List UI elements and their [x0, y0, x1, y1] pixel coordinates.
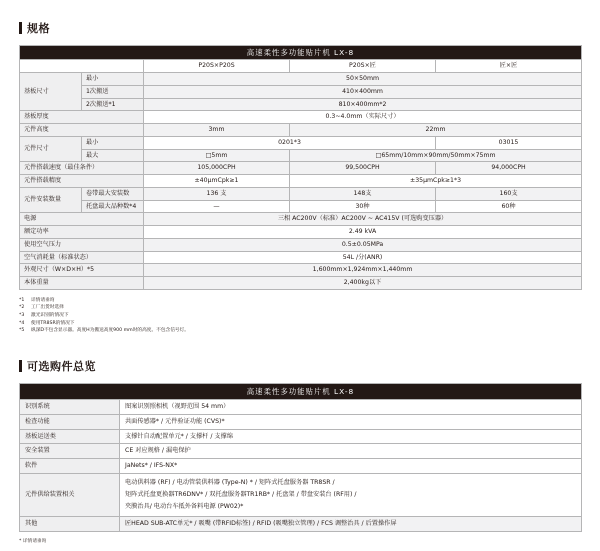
option-label-recognition: 识别系统: [20, 400, 120, 415]
table-row: [20, 111, 582, 124]
footnote-mark: *5: [19, 328, 25, 334]
footnote-text: 使用TR8SR的情况下: [31, 320, 75, 326]
column-header-1: P20S×P20S: [144, 60, 290, 73]
table-row: [20, 124, 582, 137]
table-row: [20, 238, 582, 251]
spec-footnotes: [19, 297, 581, 335]
row-sublabel-board-size-2pass: 2次搬送*1: [82, 98, 144, 111]
table-row: [20, 149, 582, 162]
table-row: [20, 213, 582, 226]
footnote-text: 工厂出货时选择: [31, 305, 64, 311]
option-label-conveyance: 基板运送类: [20, 429, 120, 444]
option-table: [19, 383, 582, 532]
cell-mount-speed-3: 94,000CPH: [436, 162, 582, 175]
cell-component-height-1: 3mm: [144, 124, 290, 137]
row-sublabel-component-size-min: 最小: [82, 136, 144, 149]
row-label-air-pressure: 使用空气压力: [20, 238, 144, 251]
table-row: [20, 98, 582, 111]
row-label-air-consumption: 空气消耗量（标准状态）: [20, 251, 144, 264]
column-header-2: P20S×匠: [290, 60, 436, 73]
cell-board-thickness: 0.3~4.0mm（实际尺寸）: [144, 111, 582, 124]
cell-board-size-min: 50×50mm: [144, 73, 582, 86]
table-row: [20, 46, 582, 60]
option-label-inspection: 检查功能: [20, 414, 120, 429]
option-section-header: [19, 335, 581, 374]
footnote-mark: *4: [19, 320, 25, 326]
cell-power-supply: 三相 AC200V（标准）AC200V ~ AC415V (可选购变压器）: [144, 213, 582, 226]
option-label-feeder: 元件供给装置相关: [20, 473, 120, 516]
table-row: [20, 444, 582, 459]
row-label-dimensions: 外观尺寸（W×D×H）*5: [20, 264, 144, 277]
table-row: [20, 187, 582, 200]
footnote-mark: *1: [19, 297, 25, 303]
heading-bar-icon: [19, 360, 22, 372]
option-label-safety: 安全装置: [20, 444, 120, 459]
cell-mount-accuracy-2: ±35μmCpk≥1*3: [290, 175, 582, 188]
row-sublabel-component-size-max: 最大: [82, 149, 144, 162]
table-row: [20, 414, 582, 429]
spec-corner-cell: [20, 60, 144, 73]
table-row: [20, 60, 582, 73]
spec-table: [19, 45, 582, 290]
heading-bar-icon: [19, 22, 22, 34]
cell-rated-power: 2.49 kVA: [144, 226, 582, 239]
row-label-power-supply: 电源: [20, 213, 144, 226]
option-value-other: 匠HEAD SUB-ATC单元* / 吸嘴 (带RFID标签) / RFID (吸嘴独立管理) / FCS 调整治具 / 后置操作屏: [120, 517, 582, 532]
cell-tape-count-3: 160支: [436, 187, 582, 200]
spec-heading-label: 规格: [27, 22, 50, 35]
spec-heading: [19, 20, 581, 36]
cell-mount-accuracy-1: ±40μmCpk≥1: [144, 175, 290, 188]
row-sublabel-tray-count: 托盘最大品种数*4: [82, 200, 144, 213]
spec-table-title: 高速柔性多功能贴片机 LX-8: [20, 46, 582, 60]
option-table-title: 高速柔性多功能贴片机 LX-8: [20, 383, 582, 399]
option-feeder-line: 电动供料器 (RF) / 电动管装供料器 (Type-N) * / 矩阵式托盘服务器 TR8SR /: [125, 478, 335, 486]
footnote-item: [19, 304, 581, 312]
cell-mount-speed-1: 105,000CPH: [144, 162, 290, 175]
table-row: [20, 73, 582, 86]
option-value-safety: CE 对应规格 / 漏电保护: [120, 444, 582, 459]
cell-mount-speed-2: 99,500CPH: [290, 162, 436, 175]
option-feeder-line: 夹膜治具/ 电动台车抵外备料电源 (PW02)*: [125, 502, 244, 510]
footnote-item: [19, 327, 581, 335]
table-row: [20, 400, 582, 415]
row-label-rated-power: 额定功率: [20, 226, 144, 239]
option-value-recognition: 图案识别照相机（视野范围 54 mm）: [120, 400, 582, 415]
cell-tape-count-1: 136 支: [144, 187, 290, 200]
cell-air-pressure: 0.5±0.05MPa: [144, 238, 582, 251]
table-row: [20, 175, 582, 188]
cell-weight: 2,400kg以下: [144, 277, 582, 290]
footnote-text: 纵深D不包含显示器。高度H为搬送高度900 mm时的高度。不包含信号灯。: [31, 328, 189, 334]
table-row: [20, 251, 582, 264]
cell-tray-count-1: —: [144, 200, 290, 213]
option-label-software: 软件: [20, 459, 120, 474]
table-row: [20, 136, 582, 149]
column-header-3: 匠×匠: [436, 60, 582, 73]
table-row: [20, 517, 582, 532]
option-feeder-line: 矩阵式托盘更换器TR6DNV* / 双托盘服务器TR1RB* / 托盘架 / 带盘安装台 (RF用) /: [125, 490, 357, 498]
cell-tray-count-3: 60种: [436, 200, 582, 213]
cell-component-height-2: 22mm: [290, 124, 582, 137]
option-value-software: JaNets* / IFS-NX*: [120, 459, 582, 474]
row-label-mount-accuracy: 元件搭载精度: [20, 175, 144, 188]
option-value-conveyance: 支撑针自动配置单元* / 支撑杆 / 支撑绵: [120, 429, 582, 444]
row-label-feeder-count: 元件安装数量: [20, 187, 82, 213]
footnote-text: 详情请垂询: [31, 297, 55, 303]
row-sublabel-tape-count: 卷带最大安装数: [82, 187, 144, 200]
cell-air-consumption: 54L /分(ANR): [144, 251, 582, 264]
footnote-mark: *2: [19, 305, 25, 311]
row-label-component-size: 元件尺寸: [20, 136, 82, 162]
table-row: [20, 264, 582, 277]
footnote-text: 激光识别的情况下: [31, 312, 69, 318]
table-row: [20, 383, 582, 399]
option-value-feeder: [120, 473, 582, 516]
table-row: [20, 226, 582, 239]
table-row: [20, 162, 582, 175]
footnote-mark: *3: [19, 312, 25, 318]
table-row: [20, 277, 582, 290]
option-footnote: * 详情请垂询: [19, 538, 47, 544]
row-label-mount-speed: 元件搭载速度（最佳条件）: [20, 162, 144, 175]
option-value-inspection: 共面传感器* / 元件验证功能 (CVS)*: [120, 414, 582, 429]
footnote-item: [19, 297, 581, 305]
table-row: [20, 459, 582, 474]
option-label-other: 其他: [20, 517, 120, 532]
cell-tray-count-2: 30种: [290, 200, 436, 213]
table-row: [20, 473, 582, 516]
row-label-board-thickness: 基板厚度: [20, 111, 144, 124]
cell-board-size-2pass: 810×400mm*2: [144, 98, 582, 111]
row-sublabel-board-size-1pass: 1次搬送: [82, 85, 144, 98]
cell-board-size-1pass: 410×400mm: [144, 85, 582, 98]
footnote-item: [19, 320, 581, 328]
cell-dimensions: 1,600mm×1,924mm×1,440mm: [144, 264, 582, 277]
cell-component-size-min-1: 0201*3: [144, 136, 436, 149]
option-heading-label: 可选购件总览: [27, 359, 96, 373]
row-sublabel-board-size-min: 最小: [82, 73, 144, 86]
row-label-component-height: 元件高度: [20, 124, 144, 137]
table-row: [20, 429, 582, 444]
footnote-item: [19, 312, 581, 320]
option-heading: [19, 358, 581, 374]
cell-component-size-min-2: 03015: [436, 136, 582, 149]
row-label-board-size: 基板尺寸: [20, 73, 82, 111]
table-row: [20, 85, 582, 98]
cell-tape-count-2: 148支: [290, 187, 436, 200]
cell-component-size-max-1: □5mm: [144, 149, 290, 162]
table-row: [20, 200, 582, 213]
spec-section-header: [19, 0, 581, 36]
row-label-weight: 本体重量: [20, 277, 144, 290]
cell-component-size-max-2: □65mm/10mm×90mm/50mm×75mm: [290, 149, 582, 162]
